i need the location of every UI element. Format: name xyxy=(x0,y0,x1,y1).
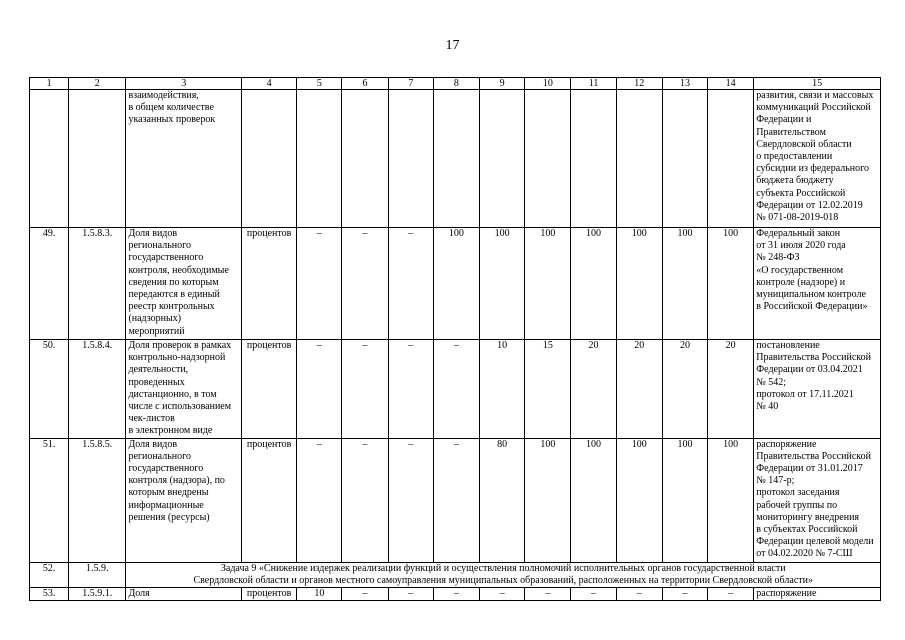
value-8: – xyxy=(433,438,479,562)
value-12 xyxy=(616,90,662,228)
value-11: – xyxy=(571,588,616,601)
value-13: 20 xyxy=(662,340,707,439)
value-10: 100 xyxy=(525,438,571,562)
table-body xyxy=(30,78,881,601)
unit: процентов xyxy=(241,228,296,340)
value-5: – xyxy=(297,340,342,439)
value-10 xyxy=(525,90,571,228)
row-number: 53. xyxy=(30,588,69,601)
unit xyxy=(241,90,296,228)
column-number-2: 2 xyxy=(69,78,126,90)
column-number-13: 13 xyxy=(662,78,707,90)
value-14: – xyxy=(708,588,754,601)
value-6: – xyxy=(342,340,388,439)
value-5 xyxy=(297,90,342,228)
value-9 xyxy=(480,90,525,228)
value-14: 100 xyxy=(708,438,754,562)
value-10: 100 xyxy=(525,228,571,340)
column-number-7: 7 xyxy=(388,78,433,90)
indicator-name: Доля xyxy=(126,588,242,601)
value-12: 100 xyxy=(616,228,662,340)
value-5: 10 xyxy=(297,588,342,601)
value-9: – xyxy=(480,588,525,601)
value-12: – xyxy=(616,588,662,601)
value-12: 100 xyxy=(616,438,662,562)
row-number: 51. xyxy=(30,438,69,562)
value-8: – xyxy=(433,340,479,439)
column-number-row xyxy=(30,78,881,90)
indicator-name: Доля видов регионального государственного контроля, необходимые сведения по которым передаются в единый реестр контрольных (надзорных) мероприятий xyxy=(126,228,242,340)
source-document: распоряжение xyxy=(754,588,881,601)
indicator-name: Доля проверок в рамках контрольно-надзорной деятельности, проведенных дистанционно, в том числе с использованием чек-листов в электронном виде xyxy=(126,340,242,439)
value-13: 100 xyxy=(662,438,707,562)
source-document: развития, связи и массовых коммуникаций Российской Федерации и Правительством Свердловской области о предоставлении субсидии из федерального бюджета бюджету субъекта Российской Федерации от 12.02.2019 № 071-08-2019-018 xyxy=(754,90,881,228)
column-number-11: 11 xyxy=(571,78,616,90)
row-number: 52. xyxy=(30,562,69,587)
column-number-8: 8 xyxy=(433,78,479,90)
table-row xyxy=(30,438,881,562)
task-title: Задача 9 «Снижение издержек реализации функций и осуществления полномочий исполнительных органов государственной власти Свердловской области и органов местного самоуправления муниципальных образований, расположенных на территории Свердловской области» xyxy=(126,562,881,587)
value-6: – xyxy=(342,588,388,601)
value-11: 100 xyxy=(571,438,616,562)
value-6 xyxy=(342,90,388,228)
value-8: – xyxy=(433,588,479,601)
value-11 xyxy=(571,90,616,228)
value-11: 100 xyxy=(571,228,616,340)
value-14: 100 xyxy=(708,228,754,340)
unit: процентов xyxy=(241,438,296,562)
column-number-9: 9 xyxy=(480,78,525,90)
unit: процентов xyxy=(241,588,296,601)
row-number: 50. xyxy=(30,340,69,439)
page-number: 17 xyxy=(445,38,460,53)
value-14: 20 xyxy=(708,340,754,439)
value-10: 15 xyxy=(525,340,571,439)
column-number-4: 4 xyxy=(241,78,296,90)
table-row xyxy=(30,588,881,601)
row-number: 49. xyxy=(30,228,69,340)
source-document: распоряжение Правительства Российской Федерации от 31.01.2017 № 147-р; протокол заседания рабочей группы по мониторингу внедрения в субъектах Российской Федерации целевой модели от 04.02.2020 № 7-СШ xyxy=(754,438,881,562)
value-9: 10 xyxy=(480,340,525,439)
value-7: – xyxy=(388,340,433,439)
value-10: – xyxy=(525,588,571,601)
value-12: 20 xyxy=(616,340,662,439)
value-7: – xyxy=(388,438,433,562)
value-13: – xyxy=(662,588,707,601)
column-number-3: 3 xyxy=(126,78,242,90)
value-7: – xyxy=(388,228,433,340)
table-row xyxy=(30,90,881,228)
row-number xyxy=(30,90,69,228)
source-document: Федеральный закон от 31 июля 2020 года № 248-ФЗ «О государственном контроле (надзоре) и муниципальном контроле в Российской Федерации» xyxy=(754,228,881,340)
value-7: – xyxy=(388,588,433,601)
value-7 xyxy=(388,90,433,228)
indicator-code: 1.5.9. xyxy=(69,562,126,587)
value-8: 100 xyxy=(433,228,479,340)
source-document: постановление Правительства Российской Федерации от 03.04.2021 № 542; протокол от 17.11.2021 № 40 xyxy=(754,340,881,439)
indicator-code: 1.5.9.1. xyxy=(69,588,126,601)
indicator-code: 1.5.8.4. xyxy=(69,340,126,439)
column-number-12: 12 xyxy=(616,78,662,90)
value-11: 20 xyxy=(571,340,616,439)
indicator-code xyxy=(69,90,126,228)
column-number-6: 6 xyxy=(342,78,388,90)
table-row xyxy=(30,340,881,439)
value-9: 100 xyxy=(480,228,525,340)
value-13: 100 xyxy=(662,228,707,340)
unit: процентов xyxy=(241,340,296,439)
table-row xyxy=(30,228,881,340)
value-8 xyxy=(433,90,479,228)
indicator-code: 1.5.8.3. xyxy=(69,228,126,340)
column-number-15: 15 xyxy=(754,78,881,90)
column-number-5: 5 xyxy=(297,78,342,90)
value-14 xyxy=(708,90,754,228)
value-6: – xyxy=(342,438,388,562)
indicator-name: Доля видов регионального государственного контроля (надзора), по которым внедрены информационные решения (ресурсы) xyxy=(126,438,242,562)
indicator-code: 1.5.8.5. xyxy=(69,438,126,562)
task-row xyxy=(30,562,881,587)
value-6: – xyxy=(342,228,388,340)
column-number-1: 1 xyxy=(30,78,69,90)
value-9: 80 xyxy=(480,438,525,562)
indicator-name: взаимодействия, в общем количестве указанных проверок xyxy=(126,90,242,228)
value-13 xyxy=(662,90,707,228)
column-number-10: 10 xyxy=(525,78,571,90)
indicators-table xyxy=(29,77,881,601)
value-5: – xyxy=(297,438,342,562)
value-5: – xyxy=(297,228,342,340)
column-number-14: 14 xyxy=(708,78,754,90)
